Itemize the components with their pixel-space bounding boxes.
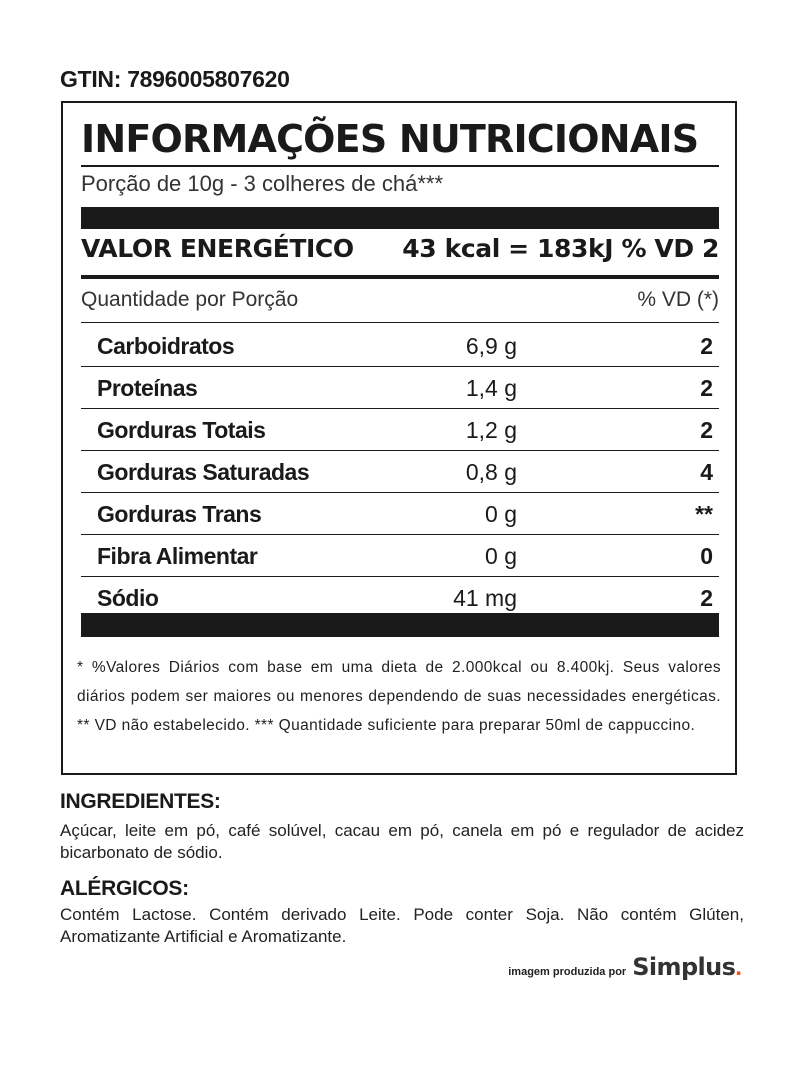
- nutrient-amount: 6,9 g: [465, 333, 517, 359]
- nutrient-name: Proteínas: [97, 375, 198, 401]
- nutrient-name: Sódio: [97, 585, 159, 611]
- energy-divider: [81, 275, 719, 279]
- nutrient-name: Fibra Alimentar: [97, 543, 258, 569]
- nutrient-amount: 1,4 g: [465, 375, 517, 401]
- vd-header: % VD (*): [637, 288, 719, 311]
- nutrient-amount: 1,2 g: [465, 417, 517, 443]
- nutrient-name: Carboidratos: [97, 333, 235, 359]
- nutrient-row-gorduras-totais: [81, 408, 719, 451]
- nutrient-vd: 2: [700, 417, 713, 443]
- portion-size: Porção de 10g - 3 colheres de chá***: [81, 171, 444, 196]
- ingredients-heading: INGREDIENTES:: [60, 790, 221, 813]
- nutrient-vd: 4: [700, 459, 713, 485]
- nutrient-row-gorduras-trans: [81, 492, 719, 535]
- nutrient-row-proteinas: [81, 366, 719, 409]
- daily-values-footnote: * %Valores Diários com base em uma dieta de 2.000kcal ou 8.400kj. Seus valores diários podem ser maiores ou menores dependendo de suas necessidades energéticas. ** VD não estabelecido. *** Quantidade suficiente para preparar 50ml de cappuccino.: [77, 659, 721, 734]
- energy-label: VALOR ENERGÉTICO: [81, 234, 354, 263]
- nutrient-row-fibra-alimentar: [81, 534, 719, 577]
- gtin-code: GTIN: 7896005807620: [60, 66, 290, 92]
- nutrient-row-sodio: [81, 576, 719, 618]
- thick-bar-top: [81, 207, 719, 229]
- nutrient-vd: 2: [700, 375, 713, 401]
- credit-text: imagem produzida por: [508, 966, 627, 978]
- nutrient-amount: 0,8 g: [465, 459, 517, 485]
- allergens-text: Contém Lactose. Contém derivado Leite. Pode conter Soja. Não contém Glúten, Aromatizante Artificial e Aromatizante.: [60, 905, 744, 946]
- thick-bar-bottom: [81, 613, 719, 637]
- nutrient-vd: 2: [700, 585, 713, 611]
- nutrition-facts-panel: [61, 101, 737, 775]
- nutrient-row-carboidratos: [81, 324, 719, 367]
- allergens-heading: ALÉRGICOS:: [60, 877, 189, 900]
- nutrient-row-gorduras-saturadas: [81, 450, 719, 493]
- nutrient-vd: 2: [700, 333, 713, 359]
- energy-value: 43 kcal = 183kJ % VD 2: [402, 234, 719, 263]
- nutrient-name: Gorduras Totais: [97, 417, 266, 443]
- nutrient-vd: **: [695, 501, 713, 527]
- simplus-logo: Simplus: [632, 953, 736, 981]
- simplus-logo-dot: .: [735, 954, 742, 981]
- quantity-header: Quantidade por Porção: [81, 288, 299, 311]
- nutrient-name: Gorduras Trans: [97, 501, 262, 527]
- nutrition-title: INFORMAÇÕES NUTRICIONAIS: [81, 117, 699, 161]
- title-divider: [81, 165, 719, 167]
- nutrient-amount: 41 mg: [453, 585, 517, 611]
- ingredients-text: Açúcar, leite em pó, café solúvel, cacau em pó, canela em pó e regulador de acidez bicarbonato de sódio.: [60, 821, 744, 862]
- nutrient-amount: 0 g: [485, 543, 517, 569]
- image-credit: [508, 953, 742, 982]
- nutrient-name: Gorduras Saturadas: [97, 459, 310, 485]
- nutrient-vd: 0: [700, 543, 713, 569]
- nutrient-amount: 0 g: [485, 501, 517, 527]
- header-divider: [81, 322, 719, 323]
